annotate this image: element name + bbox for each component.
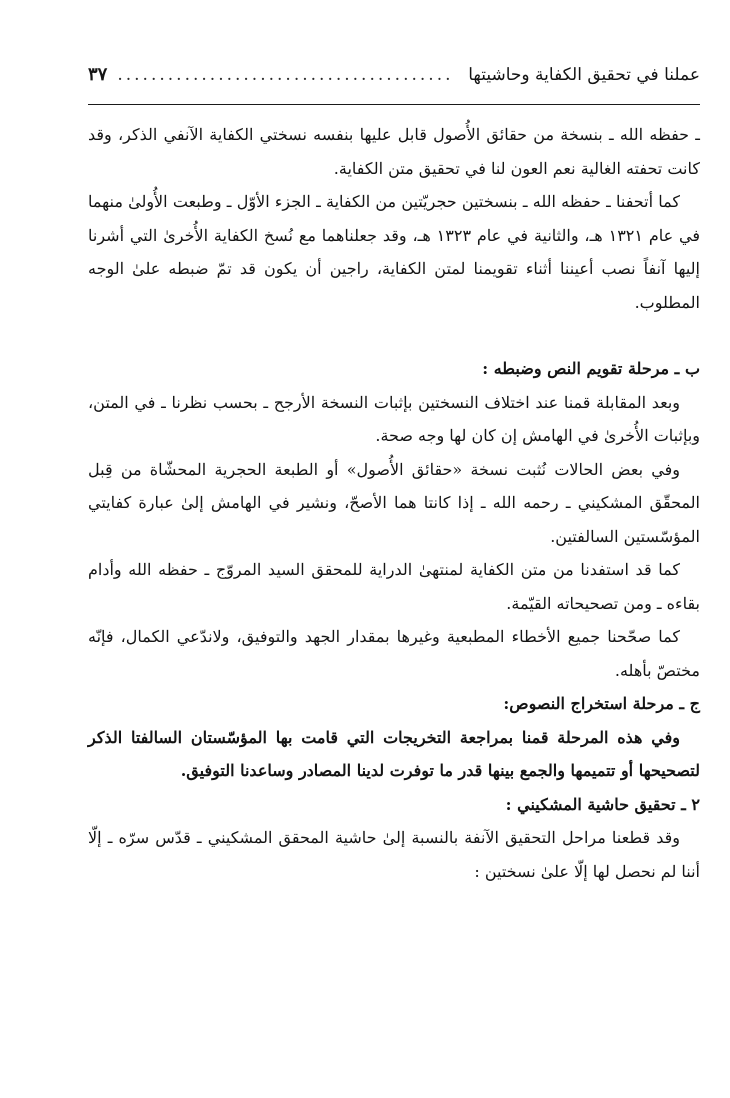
running-title: عملنا في تحقيق الكفاية وحاشيتها [468, 65, 700, 85]
section-heading-j: ج ـ مرحلة استخراج النصوص: [503, 694, 700, 713]
section-spacer [88, 319, 700, 352]
page-header [88, 64, 700, 98]
section-heading-2: ٢ ـ تحقيق حاشية المشكيني : [505, 794, 700, 814]
leader-dots: ........................................ [117, 65, 454, 85]
paragraph-1: ـ حفظه الله ـ بنسخة من حقائق الأُصول قابل عليها بنفسه نسختي الكفاية الآنفي الذكر، وقد كانت تحفته الغالية نعم العون لنا في تحقيق متن الكفاية. [88, 125, 700, 178]
paragraph-2: كما أتحفنا ـ حفظه الله ـ بنسختين حجريّتين من الكفاية ـ الجزء الأوّل ـ وطبعت الأُولىٰ منهما في عام ١٣٢١ هـ، والثانية في عام ١٣٢٣ هـ، وقد جعلناهما مع نُسخ الكفاية الأُخرىٰ التي أشرنا إليها آنفاً نصب أعيننا أثناء تقويمنا لمتن الكفاية، راجين أن يكون قد تمّ ضبطه علىٰ الوجه المطلوب. [88, 192, 701, 312]
section-heading-b: ب ـ مرحلة تقويم النص وضبطه : [482, 359, 700, 378]
paragraph-6: كما صحّحنا جميع الأخطاء المطبعية وغيرها بمقدار الجهد والتوفيق، ولاندّعي الكمال، فإنّه مختصّ بأهله. [88, 627, 700, 680]
page-number: ٣٧ [88, 64, 108, 85]
paragraph-3: وبعد المقابلة قمنا عند اختلاف النسختين بإثبات النسخة الأرجح ـ بحسب نظرنا ـ في المتن، وبإثبات الأُخرىٰ في الهامش إن كان لها وجه صحة. [88, 392, 700, 445]
paragraph-5: كما قد استفدنا من متن الكفاية لمنتهىٰ الدراية للمحقق السيد المروّج ـ حفظه الله وأدام بقاءه ـ ومن تصحيحاته القيّمة. [88, 560, 700, 613]
paragraph-7: وفي هذه المرحلة قمنا بمراجعة التخريجات التي قامت بها المؤسّستان السالفتا الذكر لتصحيحها أو تتميمها والجمع بينها قدر ما توفرت لدينا المصادر وساعدنا التوفيق. [88, 727, 700, 780]
header-rule [88, 104, 700, 105]
paragraph-8: وقد قطعنا مراحل التحقيق الآنفة بالنسبة إلىٰ حاشية المحقق المشكيني ـ قدّس سرّه ـ إلّا أننا لم نحصل لها إلّا علىٰ نسختين : [88, 828, 700, 881]
paragraph-4: وفي بعض الحالات نُثبت نسخة «حقائق الأُصول» أو الطبعة الحجرية المحشّاة من قِبل المحقّق المشكيني ـ رحمه الله ـ إذا كانتا هما الأصحّ، ونشير في الهامش إلىٰ عبارة كفايتي المؤسّستين السالفتين. [88, 459, 700, 546]
body-text [88, 118, 700, 888]
